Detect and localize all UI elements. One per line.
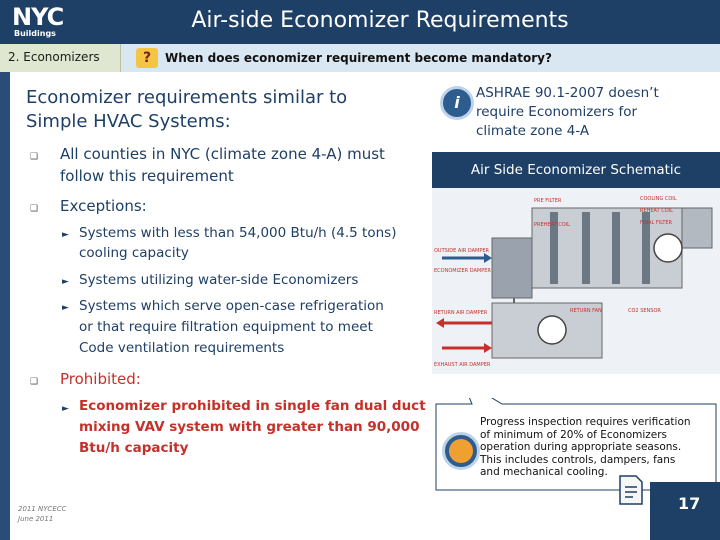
heading-line-1: Economizer requirements similar to [26,87,348,108]
callout-line: of minimum of 20% of Economizers [480,428,668,441]
callout-line: This includes controls, dampers, fans [480,453,676,466]
schematic-label: OUTSIDE AIR DAMPER [434,248,489,254]
exception-line: Code ventilation requirements [79,340,285,356]
callout-line: Progress inspection requires verification [480,416,691,428]
footer-note [18,504,67,524]
exception-line: or that require filtration equipment to meet [79,319,373,335]
prohibited-item [79,396,429,459]
info-note [436,76,716,152]
slide-title: Air-side Economizer Requirements [191,8,569,33]
arrow-bullet-icon: ► [62,230,69,240]
bullet-line: All counties in NYC (climate zone 4-A) must [60,145,385,163]
info-icon: i [440,86,474,120]
schematic-label: ECONOMIZER DAMPER [434,268,491,274]
prohibited-line: Btu/h capacity [79,440,189,456]
schematic-label: PREHEAT COIL [534,222,570,228]
exception-item [79,296,424,359]
callout-line: operation during appropriate seasons. [480,441,682,453]
schematic-label: REHEAT COIL [640,208,673,214]
content-heading [26,86,406,134]
heading-line-2: Simple HVAC Systems: [26,111,231,132]
arrow-bullet-icon: ► [62,277,69,287]
progress-inspection-icon [442,432,480,470]
exception-item [79,223,424,263]
nyc-buildings-logo [12,3,96,38]
question-text: When does economizer requirement become mandatory? [165,51,552,65]
logo-subtext: Buildings [14,29,56,38]
exception-line: Systems with less than 54,000 Btu/h (4.5 tons) [79,225,397,241]
question-icon: ? [136,48,158,68]
schematic-title: Air Side Economizer Schematic [432,152,720,188]
arrow-bullet-icon: ► [62,404,69,414]
footer-line: 2011 NYCECC [18,505,67,513]
prohibited-line: Economizer prohibited in single fan dual duct [79,398,426,414]
square-bullet-icon: ❑ [30,204,39,214]
arrow-bullet-icon: ► [62,303,69,313]
logo-text: NYC [12,3,64,31]
exception-item: Systems utilizing water-side Economizers [79,272,359,288]
section-tab-label: 2. Economizers [8,50,100,64]
square-bullet-icon: ❑ [30,152,39,162]
bullet-line: follow this requirement [60,167,234,185]
section-tab[interactable] [0,44,121,72]
schematic-drawing [432,188,720,374]
left-accent-bar [0,72,10,540]
callout-line: and mechanical cooling. [480,466,608,478]
inspection-callout [432,398,720,494]
exception-line: Systems which serve open-case refrigeration [79,298,384,314]
schematic-label: CO2 SENSOR [628,308,661,314]
prohibited-line: mixing VAV system with greater than 90,000 [79,419,420,435]
prohibited-label: Prohibited: [60,370,141,388]
schematic-label: RETURN FAN [570,308,602,314]
exception-line: cooling capacity [79,245,189,261]
footer-line: June 2011 [18,515,54,523]
schematic-label: COOLING COIL [640,196,677,202]
callout-text [480,416,712,479]
schematic-label: FINAL FILTER [640,220,673,226]
schematic-label: RETURN AIR DAMPER [434,310,488,316]
square-bullet-icon: ❑ [30,377,39,387]
exceptions-label: Exceptions: [60,197,147,215]
info-text [476,84,706,141]
info-line: require Economizers for [476,104,638,120]
info-line: ASHRAE 90.1-2007 doesn’t [476,85,659,101]
bullet-climate-zone [60,143,420,187]
page-number: 17 [678,494,701,513]
economizer-schematic [432,188,720,374]
schematic-label: EXHAUST AIR DAMPER [434,362,491,368]
schematic-label: PRE FILTER [534,198,562,204]
info-line: climate zone 4-A [476,123,590,139]
page-number-box [650,482,720,540]
document-icon[interactable] [618,474,644,506]
